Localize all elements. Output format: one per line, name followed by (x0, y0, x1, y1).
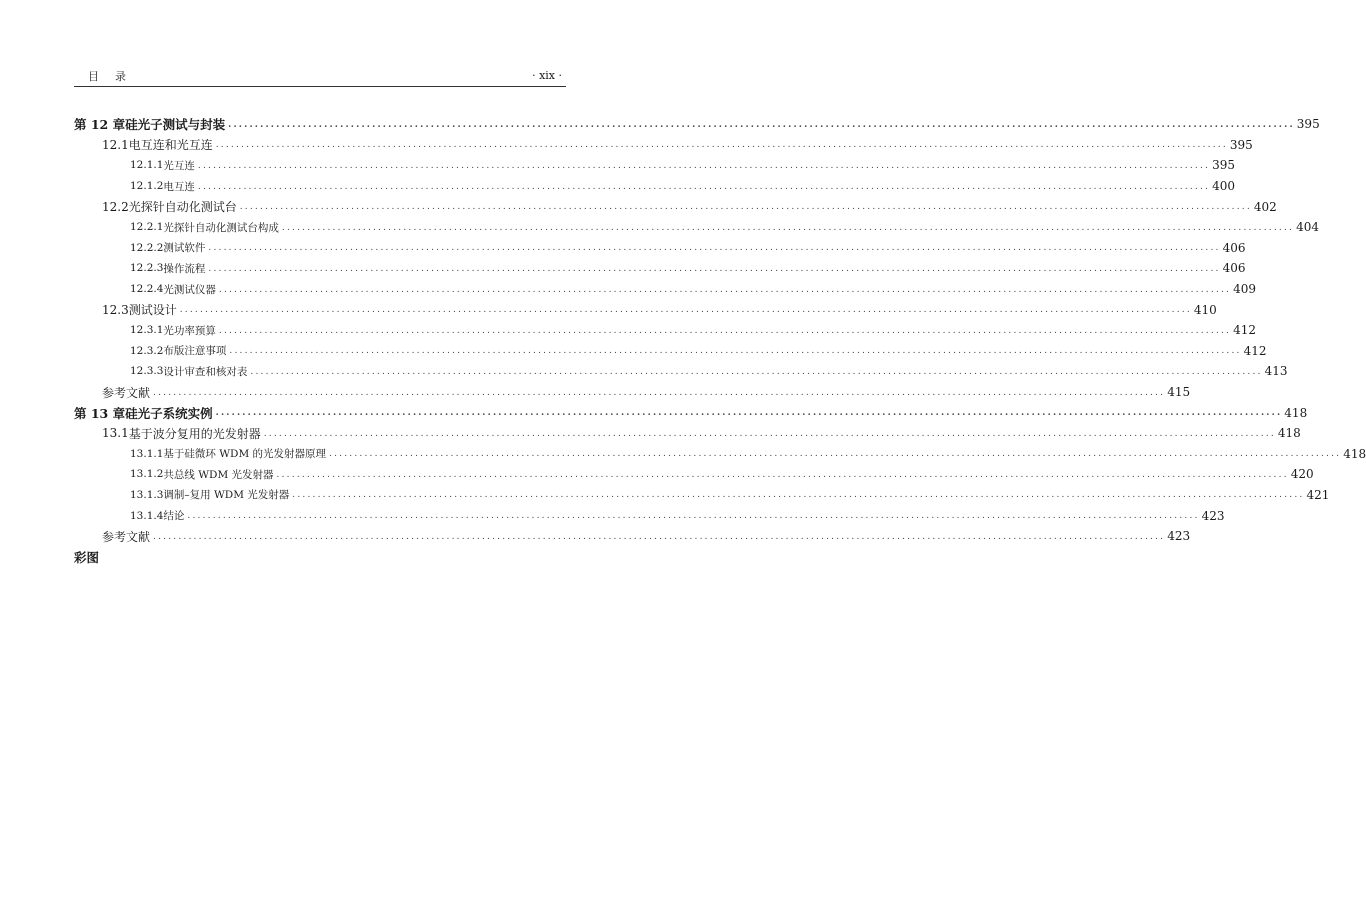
toc-subsection-entry[interactable] (74, 258, 1246, 279)
toc-dot-leader: ........................................................................................................................................................................................................ (218, 284, 1232, 295)
toc-entry-title: 结论 (163, 510, 185, 523)
toc-dot-leader: ........................................................................................................................................................................................................ (187, 511, 1200, 522)
toc-entry-title: 硅光子测试与封装 (125, 117, 226, 133)
toc-dot-leader: ........................................................................................................................................................................................................ (197, 160, 1211, 171)
toc-subsection-entry[interactable] (74, 485, 1330, 506)
toc-entry-title: 测试设计 (128, 303, 177, 318)
toc-entry-number: 12.2 (102, 199, 129, 214)
toc-entry-title: 设计审查和核对表 (163, 365, 248, 378)
toc-entry-number: 第 12 章 (74, 117, 126, 133)
toc-dot-leader: ........................................................................................................................................................................................................ (153, 531, 1166, 542)
toc-page-number: 413 (1264, 364, 1288, 379)
toc-entry-number: 12.2.1 (130, 221, 164, 234)
toc-entry-number: 12.2.2 (130, 241, 164, 254)
toc-entry-number: 12.2.4 (130, 283, 164, 296)
toc-entry-title: 光探针自动化测试台构成 (163, 221, 279, 234)
toc-dot-leader: ........................................................................................................................................................................................................ (250, 366, 1263, 377)
toc-section-entry[interactable] (74, 299, 1217, 320)
toc-entry-title: 电互连和光互连 (128, 138, 213, 153)
toc-page-number: 423 (1167, 529, 1191, 544)
toc-section-entry[interactable] (74, 196, 1277, 217)
header-section-title: 目录 (88, 70, 142, 83)
toc-entry-title: 彩图 (74, 549, 100, 565)
toc-dot-leader: ........................................................................................................................................................................................................ (329, 449, 1342, 460)
toc-dot-leader: ........................................................................................................................................................................................................ (281, 222, 1295, 233)
toc-entry-title: 光测试仪器 (163, 283, 216, 296)
toc-entry-number: 12.3 (102, 302, 129, 317)
toc-subsection-entry[interactable] (74, 238, 1246, 259)
toc-entry-title: 基于波分复用的光发射器 (128, 426, 261, 441)
toc-entry-title: 光探针自动化测试台 (128, 200, 237, 215)
toc-page-number: 410 (1193, 302, 1217, 317)
toc-entry-title: 电互连 (163, 180, 195, 193)
toc-dot-leader: ........................................................................................................................................................................................................ (215, 140, 1228, 151)
toc-dot-leader: ........................................................................................................................................................................................................ (208, 263, 1221, 274)
toc-dot-leader: ........................................................................................................................................................................................................ (228, 119, 1295, 130)
toc-entry-number: 13.1.3 (130, 488, 164, 501)
toc-section-entry[interactable] (74, 423, 1301, 444)
toc-subsection-entry[interactable] (74, 341, 1267, 362)
toc-page-number: 421 (1306, 487, 1330, 502)
toc-entry-number: 13.1.1 (130, 447, 164, 460)
toc-page-number: 395 (1296, 117, 1320, 132)
toc-dot-leader: ........................................................................................................................................................................................................ (153, 387, 1166, 398)
toc-subsection-entry[interactable] (74, 361, 1288, 382)
toc-page-number: 418 (1277, 426, 1301, 441)
toc-entry-number: 12.2.3 (130, 262, 164, 275)
toc-entry-title: 测试软件 (163, 242, 206, 255)
toc-page-number: 420 (1290, 467, 1314, 482)
toc-entry-title: 共总线 WDM 光发射器 (163, 468, 274, 481)
toc-subsection-entry[interactable] (74, 320, 1256, 341)
toc-page-number: 404 (1296, 220, 1319, 235)
toc-page-number: 412 (1243, 343, 1267, 358)
toc-dot-leader: ........................................................................................................................................................................................................ (218, 325, 1232, 336)
toc-entry-number: 12.3.2 (130, 344, 164, 357)
toc-page-number: 423 (1201, 508, 1225, 523)
toc-dot-leader: ........................................................................................................................................................................................................ (179, 305, 1192, 316)
toc-subsection-entry[interactable] (74, 464, 1314, 485)
toc-dot-leader: ........................................................................................................................................................................................................ (292, 490, 1305, 501)
toc-entry-number: 12.3.1 (130, 324, 164, 337)
toc-subsection-entry[interactable] (74, 217, 1319, 238)
toc-references-entry[interactable] (74, 526, 1191, 547)
toc-references-entry[interactable] (74, 382, 1191, 403)
toc-entry-title: 参考文献 (102, 385, 151, 400)
toc-page-number: 402 (1253, 199, 1277, 214)
toc-page-number: 415 (1167, 385, 1191, 400)
toc-entry-title: 操作流程 (163, 262, 206, 275)
toc-dot-leader: ........................................................................................................................................................................................................ (197, 181, 1211, 192)
toc-page-number: 406 (1222, 240, 1246, 255)
toc-page-number: 406 (1222, 261, 1246, 276)
toc-page-number: 418 (1284, 405, 1308, 420)
toc-entry-number: 13.1 (102, 426, 129, 441)
toc-entry-number: 12.1 (102, 137, 129, 152)
toc-subsection-entry[interactable] (74, 444, 1366, 465)
toc-entry-title: 布版注意事项 (163, 345, 227, 358)
toc-entry-number: 13.1.4 (130, 509, 164, 522)
toc-section-entry[interactable] (74, 135, 1253, 156)
toc-dot-leader: ........................................................................................................................................................................................................ (239, 202, 1252, 213)
header-page-number: · xix · (532, 69, 562, 82)
toc-dot-leader: ........................................................................................................................................................................................................ (229, 346, 1242, 357)
toc-entry-title: 调制–复用 WDM 光发射器 (163, 489, 290, 502)
toc-entry-number: 13.1.2 (130, 468, 164, 481)
toc-dot-leader: ........................................................................................................................................................................................................ (215, 408, 1283, 419)
toc-entry-number: 12.1.2 (130, 180, 164, 193)
toc-page-number: 395 (1212, 158, 1235, 173)
toc-page-number: 418 (1343, 446, 1366, 461)
toc-dot-leader: ........................................................................................................................................................................................................ (208, 243, 1221, 254)
toc-entry-title: 光互连 (163, 159, 195, 172)
toc-subsection-entry[interactable] (74, 155, 1235, 176)
toc-chapter-entry[interactable] (74, 114, 1320, 135)
toc-subsection-entry[interactable] (74, 176, 1235, 197)
toc-entry-title: 基于硅微环 WDM 的光发射器原理 (163, 448, 327, 461)
toc-page-number: 412 (1233, 323, 1256, 338)
toc-chapter-entry[interactable] (74, 402, 1308, 423)
toc-entry-number: 第 13 章 (74, 405, 126, 421)
table-of-contents (74, 114, 1366, 567)
toc-entry-number: 12.1.1 (130, 159, 164, 172)
toc-subsection-entry[interactable] (74, 279, 1256, 300)
toc-entry-title: 光功率预算 (163, 324, 216, 337)
running-header (74, 66, 566, 87)
toc-dot-leader: ........................................................................................................................................................................................................ (276, 469, 1289, 480)
toc-entry-number: 12.3.3 (130, 365, 164, 378)
toc-page-number: 395 (1229, 137, 1253, 152)
toc-dot-leader: ........................................................................................................................................................................................................ (263, 428, 1276, 439)
toc-entry-title: 参考文献 (102, 529, 151, 544)
toc-entry-title: 硅光子系统实例 (125, 405, 213, 421)
toc-page-number: 400 (1212, 179, 1235, 194)
toc-subsection-entry[interactable] (74, 505, 1225, 526)
toc-page-number: 409 (1233, 282, 1256, 297)
toc-plain-entry[interactable] (74, 546, 566, 567)
